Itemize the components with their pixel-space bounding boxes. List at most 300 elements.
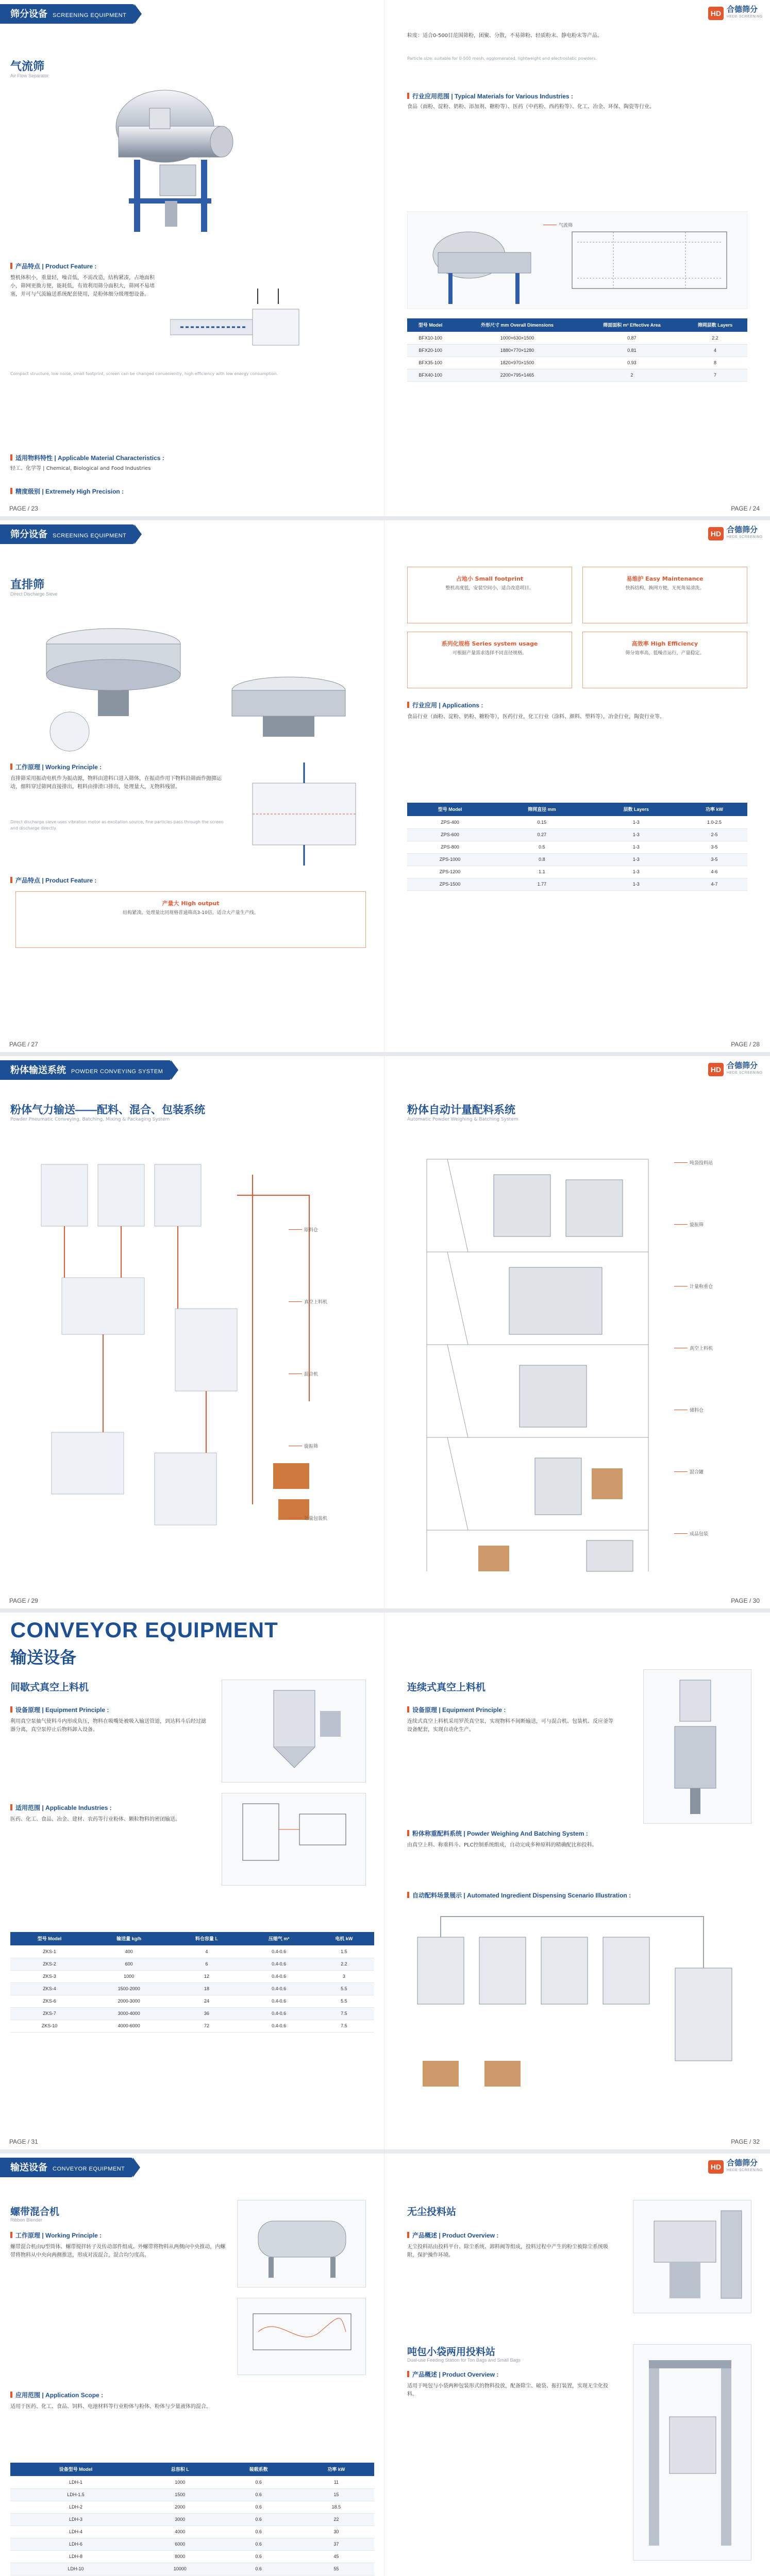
- page-29: [0, 1056, 384, 1608]
- table-cell: 0.4-0.6: [244, 1995, 313, 2007]
- weighing-tower-drawing: [416, 1128, 659, 1582]
- section-tag: [0, 4, 135, 24]
- brand-name: 合德筛分: [726, 5, 758, 14]
- table-cell: 1.0-2.5: [681, 816, 747, 828]
- table-cell: LDH-10: [10, 2563, 141, 2575]
- industries-heading: 适用物料特性 | Applicable Material Characteristics :: [10, 453, 164, 462]
- table-header: 外形尺寸 mm Overall Dimensions: [454, 318, 581, 332]
- dual-use-station-title-en: Dual-use Feeding Station for Ton Bags and Small Bags: [407, 2358, 521, 2363]
- batching-text: 由真空上料、称重料斗、PLC控制系统组成，自动完成多种原料的精确配比和投料。: [407, 1842, 597, 1848]
- table-cell: 11: [298, 2476, 374, 2488]
- direct-sieve-images: [21, 598, 361, 752]
- page-27: [0, 520, 384, 1052]
- table-cell: ZPS-1500: [407, 878, 493, 890]
- tag-label: 粉体输送系统: [10, 1065, 66, 1075]
- table-cell: 72: [169, 2020, 244, 2032]
- separator-drawing: [407, 211, 747, 309]
- table-cell: 0.5: [493, 841, 591, 853]
- table-header: 功率 kW: [681, 803, 747, 816]
- particle-text: 粒度：适合0-500目范围筛粉，团聚、分散，不易筛粉、轻质粉末、静电粉末等产品。: [407, 33, 603, 39]
- table-cell: 2: [581, 369, 683, 381]
- section-title-cn: 输送设备: [10, 1648, 77, 1667]
- table-cell: 7: [683, 369, 747, 381]
- spread-powder-conveying-system: [0, 1056, 770, 1613]
- batching-scenario-drawing: [407, 1906, 747, 2123]
- table-cell: 18: [169, 1982, 244, 1995]
- table-cell: 22: [298, 2513, 374, 2526]
- page-30: [386, 1056, 770, 1608]
- table-header: 输送量 kg/h: [89, 1932, 169, 1945]
- vacuum-feeder-photo: [222, 1680, 366, 1783]
- table-cell: 6000: [141, 2538, 219, 2550]
- ribbon-blender-diagram: [237, 2298, 366, 2375]
- product-title: 气流筛: [10, 60, 45, 73]
- table-cell: 3000: [141, 2513, 219, 2526]
- card-text: 快拆结构，换网方便，无死角易清洗。: [625, 586, 705, 591]
- overview-heading-2: 产品概述 | Product Overview :: [407, 2370, 498, 2379]
- table-row: [407, 344, 747, 357]
- system-subtitle-right: Automatic Powder Weighing & Batching System: [407, 1117, 518, 1122]
- table-cell: 30: [298, 2526, 374, 2538]
- table-cell: 1.77: [493, 878, 591, 890]
- section-tag: [0, 1060, 171, 1080]
- page-number-left: PAGE / 23: [9, 505, 38, 512]
- callout-label: [674, 1283, 713, 1290]
- table-cell: 7.5: [314, 2020, 374, 2032]
- application-scope-text: 适用于医药、化工、食品、饲料、电池材料等行业粉体与粉体、粉体与少量液体的混合。: [10, 2404, 211, 2410]
- table-cell: 0.81: [581, 344, 683, 357]
- working-principle-text: 螺带混合机由U型筒体、螺带搅拌转子及传动部件组成。外螺带将物料从两侧向中央推动，内螺带将物料从中央向两侧推送，形成对流混合，混合均匀度高。: [10, 2244, 226, 2258]
- industries-text: 医药、化工、食品、冶金、建材、农药等行业粉体、颗粒物料的密闭输送。: [10, 1817, 180, 1822]
- table-cell: 36: [169, 2007, 244, 2020]
- table-cell: 8: [683, 357, 747, 369]
- spec-table-air-flow: [407, 318, 747, 382]
- callout-text: 吨袋投料站: [690, 1161, 713, 1166]
- table-cell: 6: [169, 1958, 244, 1970]
- table-row: [10, 1982, 374, 1995]
- table-cell: 0.27: [493, 828, 591, 841]
- particle-text-en: Particle size: suitable for 0-500 mesh, agglomerated, lightweight and electrostatic powders.: [407, 56, 597, 61]
- spread-direct-discharge-sieve: [0, 520, 770, 1056]
- table-cell: LDH-8: [10, 2550, 141, 2563]
- table-cell: LDH-1.5: [10, 2488, 141, 2501]
- table-header: 料仓容量 L: [169, 1932, 244, 1945]
- table-cell: 1.1: [493, 866, 591, 878]
- table-cell: LDH-2: [10, 2501, 141, 2513]
- table-row: [407, 866, 747, 878]
- table-cell: 0.4-0.6: [244, 1982, 313, 1995]
- brand-logo: [708, 6, 763, 21]
- table-row: [10, 2538, 374, 2550]
- brand-logo: [708, 1062, 763, 1077]
- callout-label: [674, 1159, 713, 1166]
- system-title-right: 粉体自动计量配料系统: [407, 1104, 515, 1116]
- applications-text: 食品行业（面粉、淀粉、奶粉、糖粉等），医药行业，化工行业（涂料、颜料、塑料等），冶金行业，陶瓷行业等。: [407, 714, 665, 720]
- page-number-left: PAGE / 27: [9, 1041, 38, 1048]
- table-cell: 2.2: [314, 1958, 374, 1970]
- section-title-en: CONVEYOR EQUIPMENT: [10, 1618, 278, 1642]
- table-cell: 1000×630×1500: [454, 332, 581, 344]
- table-cell: 3-5: [681, 853, 747, 866]
- table-row: [10, 1995, 374, 2007]
- page-number-left: PAGE / 31: [9, 2138, 38, 2145]
- card-text: 筛分效率高，低噪音运行，产量稳定。: [625, 651, 705, 656]
- table-cell: 0.6: [219, 2538, 298, 2550]
- overview-text: 无尘投料站由投料平台、除尘系统、卸料阀等组成，投料过程中产生的粉尘被除尘系统吸附，保护操作环境。: [407, 2244, 608, 2258]
- table-cell: 400: [89, 1945, 169, 1958]
- table-cell: 4: [683, 344, 747, 357]
- vacuum-feeder-diagram: [222, 1793, 366, 1886]
- table-cell: 1500: [141, 2488, 219, 2501]
- callout-text: 储料仓: [690, 1408, 704, 1413]
- table-row: [10, 1945, 374, 1958]
- table-cell: 3: [314, 1970, 374, 1982]
- callout-label: [289, 1298, 327, 1305]
- callout-text: 旋振筛: [304, 1444, 319, 1449]
- table-row: [407, 841, 747, 853]
- table-header: 压缩气 m³: [244, 1932, 313, 1945]
- callout-label: [289, 1370, 318, 1377]
- table-header: 层数 Layers: [591, 803, 681, 816]
- table-cell: BFX10-100: [407, 332, 454, 344]
- product-title: 连续式真空上料机: [407, 1682, 486, 1693]
- table-cell: ZKS-6: [10, 1995, 89, 2007]
- callout-label: [289, 1226, 318, 1233]
- table-header: 装载系数: [219, 2463, 298, 2476]
- table-row: [10, 2526, 374, 2538]
- ribbon-blender-photo: [237, 2200, 366, 2287]
- table-cell: 15: [298, 2488, 374, 2501]
- working-principle-text: 直排筛采用振动电机作为振动源，物料由进料口进入筛体，在振动作用下物料沿筛面作抛掷运动，细料穿过筛网直接排出，粗料由排渣口排出，处理量大，无物料残留。: [10, 776, 222, 790]
- table-header: 电机 kW: [314, 1932, 374, 1945]
- section-tag: [0, 2158, 133, 2177]
- page-23: [0, 0, 384, 516]
- table-row: [10, 2020, 374, 2032]
- tag-label-en: SCREENING EQUIPMENT: [53, 12, 127, 19]
- card-title: 高效率 High Efficiency: [631, 640, 698, 647]
- spec-table-direct-sieve: [407, 803, 747, 891]
- callout-label: [674, 1468, 704, 1475]
- table-cell: 0.6: [219, 2550, 298, 2563]
- table-row: [10, 2550, 374, 2563]
- table-cell: 2200×795×1465: [454, 369, 581, 381]
- table-cell: 1-3: [591, 878, 681, 890]
- table-row: [407, 332, 747, 344]
- table-cell: 1.5: [314, 1945, 374, 1958]
- table-row: [407, 878, 747, 890]
- typical-materials-heading: 行业应用范围 | Typical Materials for Various Industries :: [407, 92, 573, 100]
- product-title: 直排筛: [10, 578, 45, 591]
- brand-name: 合德筛分: [726, 526, 758, 534]
- card-text: 可根据产量需求选择不同直径规格。: [452, 651, 527, 656]
- table-row: [407, 369, 747, 381]
- table-cell: 1-3: [591, 853, 681, 866]
- principle-text: 利用真空泵抽气使料斗内形成负压，物料在吸嘴处被吸入输送管道，到达料斗后经过滤器分离，真空泵停止后物料卸入设备。: [10, 1719, 206, 1733]
- page-32: [386, 1613, 770, 2149]
- table-cell: 4000-6000: [89, 2020, 169, 2032]
- system-subtitle-left: Powder Pneumatic Conveying, Batching, Mixing & Packaging System: [10, 1117, 170, 1122]
- spec-table-ribbon-blender: [10, 2463, 374, 2576]
- feature-heading: 产品特点 | Product Feature :: [10, 262, 96, 270]
- table-row: [10, 2563, 374, 2575]
- working-principle-heading: 工作原理 | Working Principle :: [10, 2231, 102, 2240]
- principle-heading: 设备原理 | Equipment Principle :: [407, 1705, 506, 1714]
- callout-text: 气流筛: [559, 223, 573, 228]
- callout-text: 计量称重仓: [690, 1284, 713, 1290]
- page-33: [0, 2154, 384, 2576]
- page-number-right: PAGE / 24: [731, 505, 760, 512]
- table-row: [10, 2007, 374, 2020]
- table-cell: 0.6: [219, 2563, 298, 2575]
- table-row: [10, 2488, 374, 2501]
- table-cell: 2-5: [681, 828, 747, 841]
- brand-name: 合德筛分: [726, 2159, 758, 2167]
- table-row: [10, 2501, 374, 2513]
- table-cell: 1000: [141, 2476, 219, 2488]
- callout-text: 原料仓: [304, 1228, 319, 1233]
- product-title-en: Direct Discharge Sieve: [10, 591, 58, 597]
- callout-label: [543, 222, 573, 228]
- table-cell: BFX20-100: [407, 344, 454, 357]
- table-row: [10, 2513, 374, 2526]
- brand-logo: [708, 2160, 763, 2174]
- spread-mixers-and-feeding: [0, 2154, 770, 2576]
- card-title: 易维护 Easy Maintenance: [626, 575, 704, 582]
- table-row: [10, 1970, 374, 1982]
- dust-free-station-photo: [633, 2200, 751, 2313]
- feature-card-3: [407, 632, 572, 688]
- callout-label: [674, 1530, 708, 1537]
- brand-tagline: HEDE SCREENING: [726, 15, 763, 19]
- precision-heading: 精度级别 | Extremely High Precision :: [10, 487, 124, 496]
- tag-label-en: POWDER CONVEYING SYSTEM: [71, 1069, 163, 1075]
- table-cell: 0.8: [493, 853, 591, 866]
- table-cell: ZKS-2: [10, 1958, 89, 1970]
- logo-mark: HD: [708, 527, 724, 540]
- table-cell: ZPS-600: [407, 828, 493, 841]
- spec-table-vacuum-feeder: [10, 1932, 374, 2032]
- feature-card-2: [582, 567, 747, 623]
- spread-vacuum-feeders: [0, 1613, 770, 2154]
- callout-label: [674, 1406, 704, 1413]
- feature-text-en: Compact structure, low noise, small footprint, screen can be changed conveniently, high efficiency with low energy consumption.: [10, 371, 278, 376]
- table-header: 总容积 L: [141, 2463, 219, 2476]
- brand-tagline: HEDE SCREENING: [726, 535, 763, 539]
- table-cell: 5.5: [314, 1982, 374, 1995]
- air-flow-separator-image: [98, 77, 253, 247]
- brand-tagline: HEDE SCREENING: [726, 2168, 763, 2172]
- applications-heading: 行业应用 | Applications :: [407, 701, 483, 709]
- table-header: 型号 Model: [407, 803, 493, 816]
- page-34: [386, 2154, 770, 2576]
- sieve-cross-section: [242, 762, 366, 866]
- table-cell: 4-6: [681, 866, 747, 878]
- application-scope-heading: 应用范围 | Application Scope :: [10, 2391, 103, 2399]
- table-cell: 0.4-0.6: [244, 1970, 313, 1982]
- tag-label: 输送设备: [10, 2162, 47, 2173]
- table-header: 筛网直径 mm: [493, 803, 591, 816]
- brand-tagline: HEDE SCREENING: [726, 1071, 763, 1075]
- table-header: 型号 Model: [407, 318, 454, 332]
- table-cell: 0.4-0.6: [244, 1958, 313, 1970]
- table-row: [407, 828, 747, 841]
- product-title-en: Air Flow Separator: [10, 73, 49, 78]
- table-cell: 5.5: [314, 1995, 374, 2007]
- table-cell: 0.6: [219, 2501, 298, 2513]
- page-28: [386, 520, 770, 1052]
- callout-label: [674, 1221, 704, 1228]
- table-cell: ZKS-7: [10, 2007, 89, 2020]
- table-cell: 1500-2000: [89, 1982, 169, 1995]
- table-cell: 0.87: [581, 332, 683, 344]
- table-cell: 4-7: [681, 878, 747, 890]
- table-cell: 7.5: [314, 2007, 374, 2020]
- tag-label-en: CONVEYOR EQUIPMENT: [53, 2166, 125, 2172]
- callout-text: 成品包装: [690, 1532, 709, 1537]
- working-principle-text-en: Direct discharge sieve uses vibration motor as excitation source, fine particles pass through the screen and discharge directly.: [10, 820, 224, 831]
- feature-card-4: [582, 632, 747, 688]
- table-cell: LDH-4: [10, 2526, 141, 2538]
- table-cell: BFX40-100: [407, 369, 454, 381]
- callout-label: [289, 1443, 318, 1449]
- table-cell: 37: [298, 2538, 374, 2550]
- tag-label: 筛分设备: [10, 529, 47, 539]
- table-row: [407, 357, 747, 369]
- table-cell: 4: [169, 1945, 244, 1958]
- table-cell: LDH-3: [10, 2513, 141, 2526]
- working-principle-heading: 工作原理 | Working Principle :: [10, 762, 102, 771]
- card-text: 整机高度低，安装空间小，适合改造项目。: [445, 586, 534, 591]
- batching-heading: 粉体称重配料系统 | Powder Weighing And Batching System :: [407, 1829, 588, 1838]
- callout-text: 旋振筛: [690, 1223, 704, 1228]
- scenario-heading: 自动配料场景展示 | Automated Ingredient Dispensing Scenario Illustration :: [407, 1891, 631, 1900]
- tag-label-en: SCREENING EQUIPMENT: [53, 533, 127, 539]
- table-cell: ZPS-400: [407, 816, 493, 828]
- table-cell: 0.4-0.6: [244, 2007, 313, 2020]
- tag-label: 筛分设备: [10, 9, 47, 19]
- continuous-feeder-photo: [643, 1669, 751, 1824]
- table-cell: 1820×970×1500: [454, 357, 581, 369]
- table-row: [407, 853, 747, 866]
- table-cell: 0.6: [219, 2488, 298, 2501]
- overview-text-2: 适用于吨包与小袋两种包装形式的物料投放，配备除尘、破袋、振打装置，实现无尘化投料。: [407, 2383, 608, 2397]
- table-cell: LDH-6: [10, 2538, 141, 2550]
- table-header: 功率 kW: [298, 2463, 374, 2476]
- dust-free-station-title: 无尘投料站: [407, 2207, 457, 2217]
- card-title: 占地小 Small footprint: [456, 575, 524, 582]
- table-cell: ZPS-1200: [407, 866, 493, 878]
- product-title: 螺带混合机: [10, 2207, 60, 2217]
- page-24: [386, 0, 770, 516]
- callout-label: [674, 1345, 713, 1351]
- table-header: 筛面面积 m² Effective Area: [581, 318, 683, 332]
- page-number-right: PAGE / 32: [731, 2138, 760, 2145]
- table-cell: ZKS-3: [10, 1970, 89, 1982]
- table-row: [407, 816, 747, 828]
- page-number-right: PAGE / 30: [731, 1597, 760, 1604]
- table-cell: 1-3: [591, 828, 681, 841]
- feature-card-1: [407, 567, 572, 623]
- table-cell: 24: [169, 1995, 244, 2007]
- card-title: 系列化规格 Series system usage: [441, 640, 538, 647]
- principle-text: 连续式真空上料机采用罗茨真空泵，实现物料不间断输送，可与混合机、包装机、反应釜等设备配套，实现自动化生产。: [407, 1719, 613, 1733]
- callout-text: 真空上料机: [304, 1300, 328, 1305]
- table-cell: 0.4-0.6: [244, 1945, 313, 1958]
- callout-text: 混合机: [304, 1372, 319, 1377]
- card-text: 结构紧凑，处理量比同规格普通筛高3-10倍，适合大产量生产线。: [123, 910, 259, 916]
- table-cell: 0.15: [493, 816, 591, 828]
- table-cell: ZPS-1000: [407, 853, 493, 866]
- table-cell: 1000: [89, 1970, 169, 1982]
- product-title: 间歇式真空上料机: [10, 1682, 89, 1693]
- table-row: [10, 1958, 374, 1970]
- table-cell: 3-5: [681, 841, 747, 853]
- system-title-left: 粉体气力输送——配料、混合、包装系统: [10, 1104, 205, 1116]
- table-cell: LDH-1: [10, 2476, 141, 2488]
- table-cell: 1-3: [591, 841, 681, 853]
- table-cell: 45: [298, 2550, 374, 2563]
- callout-text: 真空上料机: [690, 1346, 713, 1351]
- principle-heading: 设备原理 | Equipment Principle :: [10, 1705, 109, 1714]
- industries-text: 轻工、化学等 | Chemical, Biological and Food Industries: [10, 466, 151, 471]
- table-row: [10, 2476, 374, 2488]
- table-cell: BFX35-100: [407, 357, 454, 369]
- table-cell: ZKS-1: [10, 1945, 89, 1958]
- feature-text: 整机体积小，重量轻，噪音低，不需改造，结构紧凑，占地面积小，筛网更换方便，能耗低，有效利用筛分面积大，筛网不易堵塞，并可与气流输送系统配套使用，是粉体细分级理想设备。: [10, 275, 155, 297]
- table-cell: ZPS-800: [407, 841, 493, 853]
- table-cell: 10000: [141, 2563, 219, 2575]
- section-tag: [0, 524, 135, 544]
- dual-use-station-title: 吨包小袋两用投料站: [407, 2347, 496, 2358]
- table-cell: 600: [89, 1958, 169, 1970]
- brand-name: 合德筛分: [726, 1061, 758, 1070]
- product-feature-heading: 产品特点 | Product Feature :: [10, 876, 96, 885]
- table-cell: 55: [298, 2563, 374, 2575]
- table-cell: 0.6: [219, 2513, 298, 2526]
- callout-label: [289, 1515, 327, 1521]
- table-cell: ZKS-4: [10, 1982, 89, 1995]
- typical-materials-text: 食品（面粉、淀粉、奶粉、添加剂、糖粉等）、医药（中药粉、西药粉等）、化工、冶金、环保、陶瓷等行业。: [407, 104, 655, 110]
- callout-text: 计量包装机: [304, 1516, 328, 1521]
- table-cell: 1-3: [591, 866, 681, 878]
- table-cell: 18.5: [298, 2501, 374, 2513]
- page-number-left: PAGE / 29: [9, 1597, 38, 1604]
- logo-mark: HD: [708, 1063, 724, 1076]
- table-cell: 0.4-0.6: [244, 2020, 313, 2032]
- logo-mark: HD: [708, 2160, 724, 2174]
- table-header: 设备型号 Model: [10, 2463, 141, 2476]
- table-cell: 0.6: [219, 2526, 298, 2538]
- table-header: 筛网层数 Layers: [683, 318, 747, 332]
- table-cell: 2.2: [683, 332, 747, 344]
- page-number-right: PAGE / 28: [731, 1041, 760, 1048]
- page-31: [0, 1613, 384, 2149]
- table-cell: 8000: [141, 2550, 219, 2563]
- table-cell: 0.93: [581, 357, 683, 369]
- table-cell: 12: [169, 1970, 244, 1982]
- table-cell: 1-3: [591, 816, 681, 828]
- brand-logo: [708, 527, 763, 541]
- logo-mark: HD: [708, 7, 724, 20]
- table-header: 型号 Model: [10, 1932, 89, 1945]
- callout-text: 混合罐: [690, 1470, 704, 1475]
- airflow-diagram: [170, 289, 304, 366]
- table-cell: 1880×770×1280: [454, 344, 581, 357]
- table-cell: ZKS-10: [10, 2020, 89, 2032]
- high-output-card: [15, 891, 366, 948]
- table-cell: 2000-3000: [89, 1995, 169, 2007]
- product-title-en: Ribbon Blender: [10, 2217, 43, 2223]
